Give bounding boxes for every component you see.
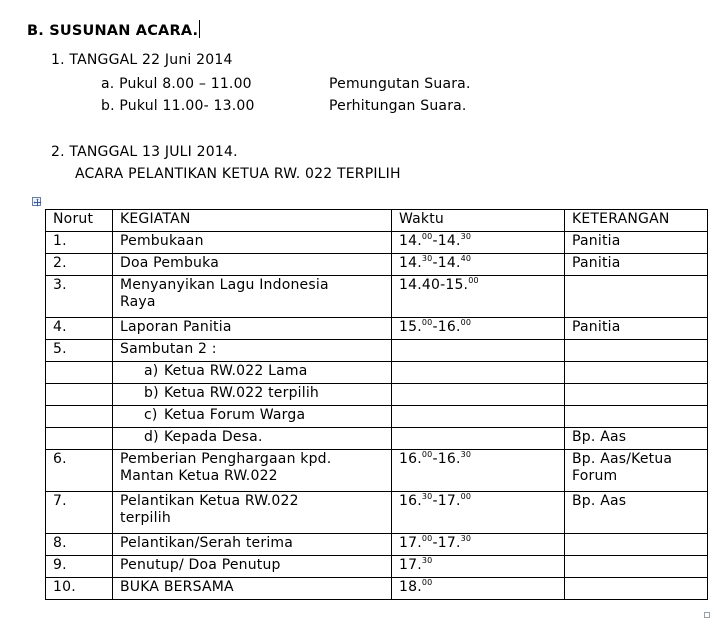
table-row	[46, 232, 708, 254]
agenda-table	[45, 209, 708, 600]
table-row	[46, 492, 708, 534]
table-move-handle-icon[interactable]	[32, 197, 41, 206]
cell-keterangan	[565, 578, 708, 600]
cell-no: 3.	[46, 276, 113, 318]
cell-no: 2.	[46, 254, 113, 276]
cell-keterangan	[565, 362, 708, 384]
table-row	[46, 362, 708, 384]
cell-waktu	[392, 428, 565, 450]
cell-no: 6.	[46, 450, 113, 492]
cell-kegiatan: Penutup/ Doa Penutup	[113, 556, 392, 578]
cell-no: 7.	[46, 492, 113, 534]
section-title: B. SUSUNAN ACARA.	[27, 20, 200, 39]
cell-kegiatan: c) Ketua Forum Warga	[113, 406, 392, 428]
cell-keterangan	[565, 276, 708, 318]
cell-no: 5.	[46, 340, 113, 362]
table-row	[46, 406, 708, 428]
day1-item-a-activity: Pemungutan Suara.	[329, 76, 471, 92]
cell-kegiatan: Menyanyikan Lagu Indonesia Raya	[113, 276, 392, 318]
header-waktu: Waktu	[392, 210, 565, 232]
cell-waktu: 14.40-15.00	[392, 276, 565, 318]
cell-keterangan	[565, 406, 708, 428]
cell-waktu	[392, 340, 565, 362]
cell-no: 9.	[46, 556, 113, 578]
cell-kegiatan: Laporan Panitia	[113, 318, 392, 340]
table-row	[46, 578, 708, 600]
header-kegiatan: KEGIATAN	[113, 210, 392, 232]
cell-kegiatan: Pemberian Penghargaan kpd. Mantan Ketua RW.022	[113, 450, 392, 492]
table-row	[46, 384, 708, 406]
cell-kegiatan: Pembukaan	[113, 232, 392, 254]
cell-waktu: 14.00-14.30	[392, 232, 565, 254]
day1-item-a-time: a. Pukul 8.00 – 11.00	[101, 76, 252, 92]
cell-keterangan	[565, 556, 708, 578]
cell-kegiatan: a) Ketua RW.022 Lama	[113, 362, 392, 384]
cell-keterangan: Panitia	[565, 254, 708, 276]
day2-subtitle: ACARA PELANTIKAN KETUA RW. 022 TERPILIH	[75, 166, 401, 182]
table-row	[46, 254, 708, 276]
cell-keterangan: Bp. Aas	[565, 492, 708, 534]
day1-item-b-time: b. Pukul 11.00- 13.00	[101, 98, 255, 114]
cell-kegiatan: BUKA BERSAMA	[113, 578, 392, 600]
cell-keterangan: Panitia	[565, 232, 708, 254]
table-header-row	[46, 210, 708, 232]
table-resize-handle[interactable]	[704, 612, 710, 618]
table-row	[46, 340, 708, 362]
cell-no: 4.	[46, 318, 113, 340]
table-row	[46, 534, 708, 556]
day1-item-b-activity: Perhitungan Suara.	[329, 98, 467, 114]
header-keterangan: KETERANGAN	[565, 210, 708, 232]
day2-heading: 2. TANGGAL 13 JULI 2014.	[51, 144, 238, 160]
cell-kegiatan: Doa Pembuka	[113, 254, 392, 276]
table-row	[46, 556, 708, 578]
table-row	[46, 318, 708, 340]
cell-no	[46, 362, 113, 384]
cell-keterangan: Panitia	[565, 318, 708, 340]
cell-keterangan	[565, 384, 708, 406]
cell-waktu: 17.00-17.30	[392, 534, 565, 556]
cell-waktu: 16.30-17.00	[392, 492, 565, 534]
cell-waktu: 17.30	[392, 556, 565, 578]
cell-waktu	[392, 406, 565, 428]
table-row	[46, 428, 708, 450]
cell-no: 8.	[46, 534, 113, 556]
cell-no	[46, 428, 113, 450]
cell-kegiatan: d) Kepada Desa.	[113, 428, 392, 450]
cell-kegiatan: Pelantikan Ketua RW.022 terpilih	[113, 492, 392, 534]
cell-keterangan: Bp. Aas	[565, 428, 708, 450]
cell-keterangan: Bp. Aas/Ketua Forum	[565, 450, 708, 492]
header-norut: Norut	[46, 210, 113, 232]
cell-kegiatan: Pelantikan/Serah terima	[113, 534, 392, 556]
cell-waktu	[392, 362, 565, 384]
cell-no: 1.	[46, 232, 113, 254]
day1-heading: 1. TANGGAL 22 Juni 2014	[51, 52, 233, 68]
cell-waktu: 14.30-14.40	[392, 254, 565, 276]
cell-waktu: 18.00	[392, 578, 565, 600]
cell-keterangan	[565, 340, 708, 362]
cell-no	[46, 406, 113, 428]
cell-no: 10.	[46, 578, 113, 600]
cell-kegiatan: Sambutan 2 :	[113, 340, 392, 362]
table-row	[46, 450, 708, 492]
cell-kegiatan: b) Ketua RW.022 terpilih	[113, 384, 392, 406]
cell-waktu: 16.00-16.30	[392, 450, 565, 492]
text-cursor	[199, 20, 200, 38]
cell-waktu: 15.00-16.00	[392, 318, 565, 340]
cell-waktu	[392, 384, 565, 406]
table-row	[46, 276, 708, 318]
cell-no	[46, 384, 113, 406]
cell-keterangan	[565, 534, 708, 556]
